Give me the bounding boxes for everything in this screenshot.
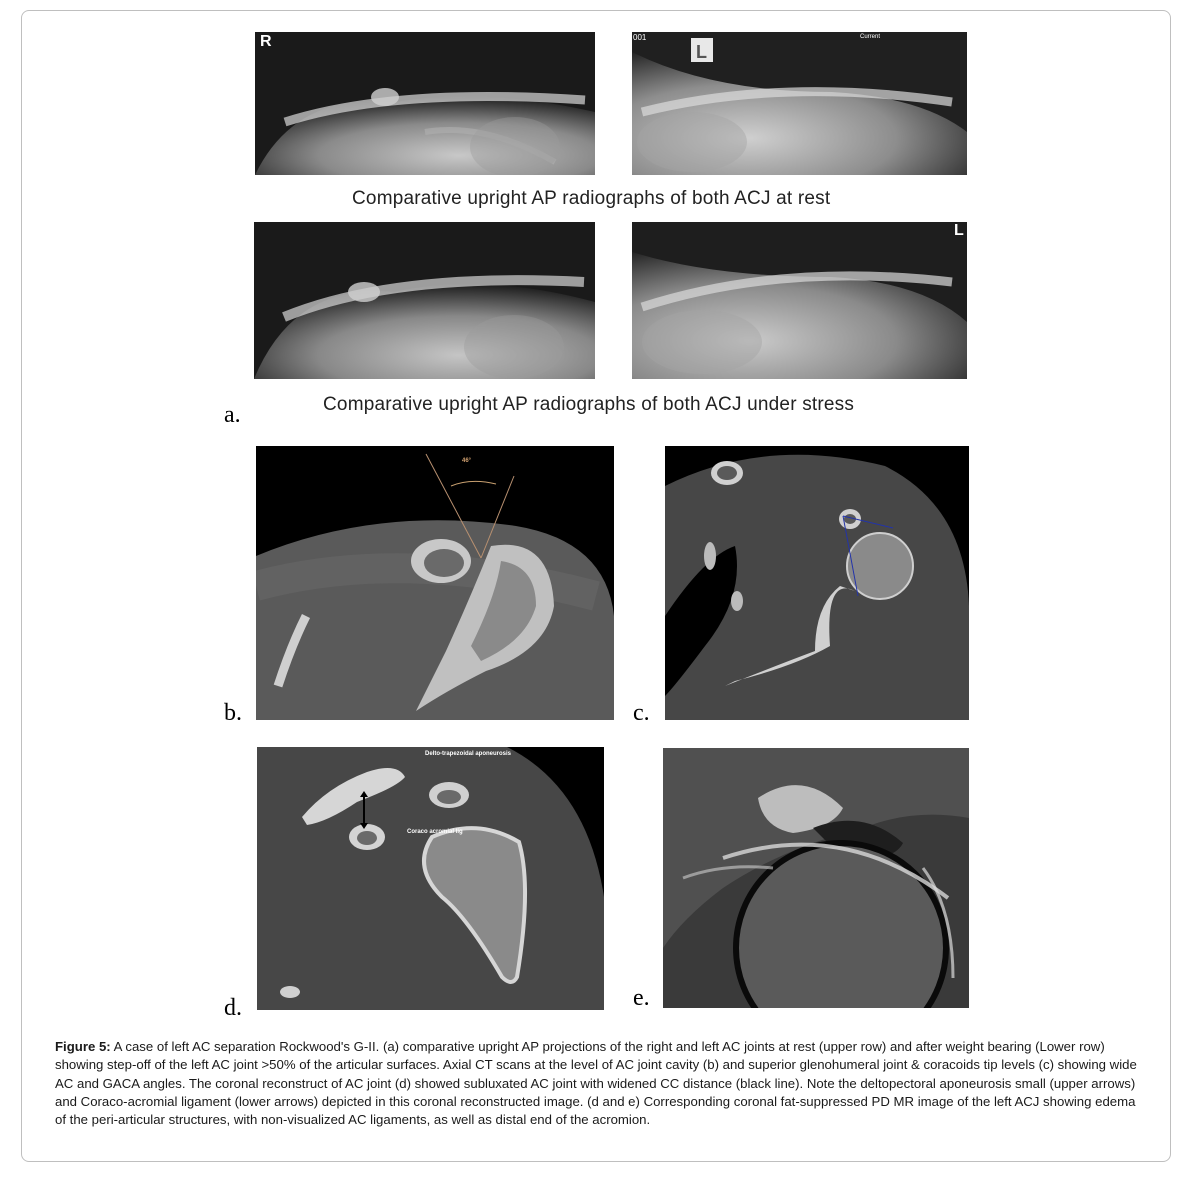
xray-right-stress [254, 222, 595, 379]
ct-axial-ac-joint [256, 446, 614, 720]
figure-caption [55, 1038, 1145, 1129]
xray-left-stress [632, 222, 967, 379]
panel-letter-b: b. [224, 700, 242, 726]
coraco-acromial-annotation: Coraco acromial lig [407, 829, 463, 835]
ct-axial-glenohumeral [665, 446, 969, 720]
svg-text:L: L [696, 42, 707, 62]
figure-caption-label: Figure 5: [55, 1039, 111, 1054]
panel-letter-a: a. [224, 402, 241, 428]
angle-label: 46° [462, 458, 472, 464]
figure-caption-text: A case of left AC separation Rockwood's G-II. (a) comparative upright AP projections of the right and left AC joints at rest (upper row) and after weight bearing (Lower row) showing step-off of the left AC joint >50% of the articular surfaces. Axial CT scans at the level of AC joint cavity (b) and superior glenohumeral joint & coracoids tip levels (c) showing wide AC and GACA angles. The coronal reconstruct of AC joint (d) showed subluxated AC joint with widened CC distance (black line). Note the deltopectoral aponeurosis small (upper arrows) and Coraco-acromial ligament (lower arrows) depicted in this coronal reconstructed image. (d and e) Corresponding coronal fat-suppressed PD MR image of the left ACJ showing edema of the peri-articular structures, with non-visualized AC ligaments, as well as distal end of the acromion. [55, 1039, 1137, 1128]
panel-letter-c: c. [633, 700, 650, 726]
rest-caption: Comparative upright AP radiographs of both ACJ at rest [352, 188, 831, 209]
delto-trapezoidal-annotation: Delto-trapezoidal aponeurosis [425, 751, 512, 757]
xray-corner-001: 001 [633, 33, 647, 42]
right-side-marker: R [260, 33, 272, 50]
stress-caption: Comparative upright AP radiographs of both ACJ under stress [323, 394, 855, 415]
ct-coronal-ac-joint [257, 747, 604, 1010]
xray-right-rest [255, 32, 595, 175]
panel-letter-d: d. [224, 995, 242, 1021]
panel-letter-e: e. [633, 985, 650, 1011]
mr-coronal-pd-fs [663, 748, 969, 1008]
left-side-marker-stress: L [954, 222, 964, 239]
xray-corner-current: Current [860, 34, 881, 40]
xray-left-rest [632, 32, 967, 175]
